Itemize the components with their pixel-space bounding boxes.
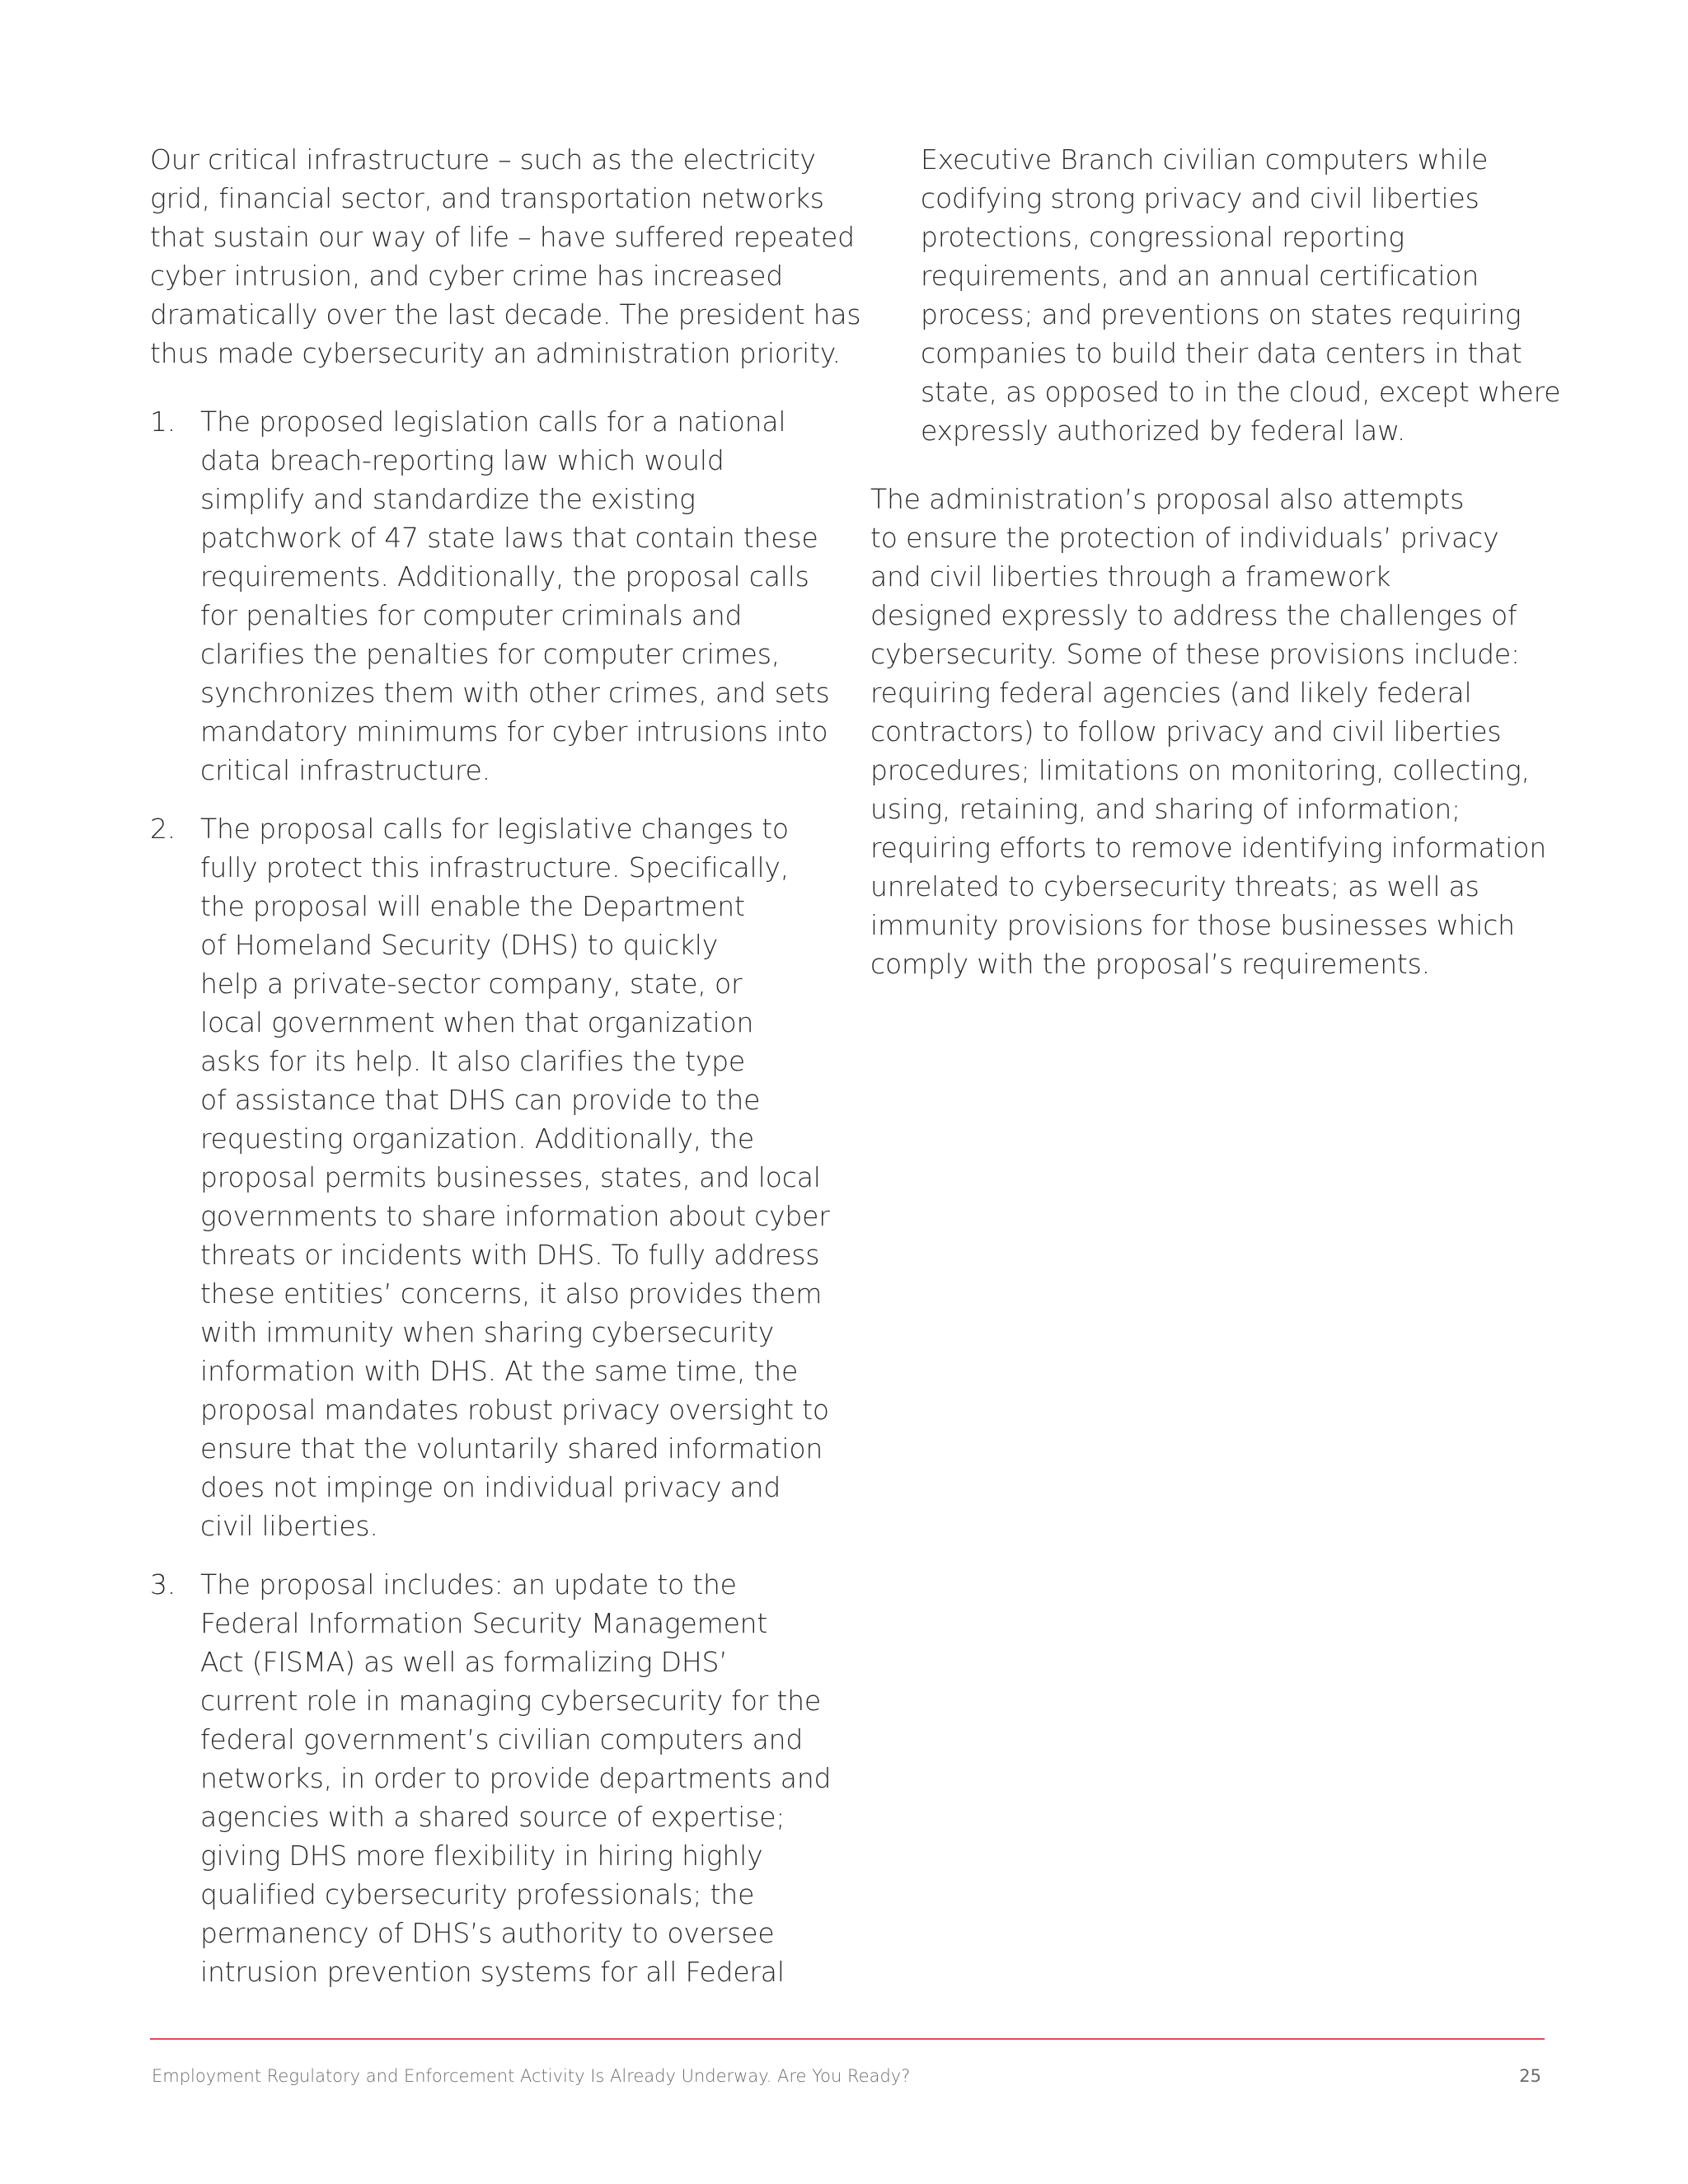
text-line: clarifies the penalties for computer crimes, <box>200 638 781 670</box>
text-line: current role in managing cybersecurity for the <box>200 1685 821 1717</box>
text-line: comply with the proposal’s requirements. <box>870 948 1430 980</box>
privacy-paragraph <box>870 480 1546 983</box>
text-line: The proposal calls for legislative changes to <box>200 813 789 845</box>
text-line: mandatory minimums for cyber intrusions into <box>200 715 828 748</box>
footer-title: Employment Regulatory and Enforcement Activity Is Already Underway. Are You Ready? <box>152 2066 911 2086</box>
list-number: 3. <box>150 1568 176 1601</box>
text-line: the proposal will enable the Department <box>200 890 745 922</box>
list-number: 1. <box>150 405 176 438</box>
text-line: thus made cybersecurity an administration priority. <box>150 337 841 369</box>
list-item-2 <box>150 809 834 1545</box>
text-line: The administration’s proposal also attempts <box>870 483 1465 515</box>
text-line: Our critical infrastructure – such as the electricity <box>150 143 816 176</box>
text-line: intrusion prevention systems for all Federal <box>200 1956 785 1988</box>
text-line: using, retaining, and sharing of information; <box>870 793 1461 825</box>
text-line: for penalties for computer criminals and <box>200 599 743 631</box>
text-line: The proposed legislation calls for a national <box>200 405 786 438</box>
list-item-1 <box>150 402 834 790</box>
text-line: process; and preventions on states requiring <box>921 298 1522 330</box>
text-line: ensure that the voluntarily shared information <box>200 1432 823 1465</box>
text-line: proposal mandates robust privacy oversight to <box>200 1394 829 1426</box>
footer-divider <box>150 2038 1545 2040</box>
text-line: synchronizes them with other crimes, and sets <box>200 677 830 709</box>
text-line: contractors) to follow privacy and civil liberties <box>870 715 1502 748</box>
text-line: civil liberties. <box>200 1510 378 1542</box>
page-number: 25 <box>1519 2066 1541 2086</box>
text-line: requiring efforts to remove identifying information <box>870 832 1547 864</box>
text-line: protections, congressional reporting <box>921 221 1404 253</box>
list-item-3 <box>150 1565 834 1991</box>
text-line: dramatically over the last decade. The president has <box>150 298 861 330</box>
list-number: 2. <box>150 813 176 845</box>
text-line: asks for its help. It also clarifies the type <box>200 1045 746 1077</box>
intro-paragraph <box>150 140 861 373</box>
text-line: permanency of DHS’s authority to oversee <box>200 1917 775 1949</box>
text-line: local government when that organization <box>200 1006 754 1038</box>
text-line: help a private-sector company, state, or <box>200 968 743 1000</box>
text-line: simplify and standardize the existing <box>200 483 696 515</box>
text-line: companies to build their data centers in that <box>921 337 1522 369</box>
text-line: of Homeland Security (DHS) to quickly <box>200 929 719 961</box>
text-line: proposal permits businesses, states, and local <box>200 1161 821 1193</box>
text-line: with immunity when sharing cybersecurity <box>200 1316 775 1348</box>
text-line: these entities’ concerns, it also provides them <box>200 1277 823 1310</box>
text-line: information with DHS. At the same time, the <box>200 1355 799 1387</box>
text-line: networks, in order to provide departments and <box>200 1762 832 1794</box>
text-line: fully protect this infrastructure. Specifically, <box>200 851 790 883</box>
text-line: giving DHS more flexibility in hiring highly <box>200 1840 763 1872</box>
text-line: state, as opposed to in the cloud, except where <box>921 376 1561 408</box>
text-line: to ensure the protection of individuals’ privacy <box>870 522 1499 554</box>
text-line: that sustain our way of life – have suffered repeated <box>150 221 855 253</box>
text-line: The proposal includes: an update to the <box>200 1568 737 1601</box>
text-line: immunity provisions for those businesses which <box>870 909 1515 941</box>
text-line: patchwork of 47 state laws that contain these <box>200 522 818 554</box>
text-line: Act (FISMA) as well as formalizing DHS’ <box>200 1646 728 1678</box>
text-line: cybersecurity. Some of these provisions include: <box>870 638 1520 670</box>
text-line: critical infrastructure. <box>200 754 490 786</box>
text-line: designed expressly to address the challenges of <box>870 599 1517 631</box>
list-item-3-continued <box>870 140 1561 450</box>
text-line: data breach-reporting law which would <box>200 444 724 476</box>
text-line: grid, financial sector, and transportation networks <box>150 182 824 214</box>
text-line: threats or incidents with DHS. To fully address <box>200 1239 820 1271</box>
text-line: requiring federal agencies (and likely federal <box>870 677 1472 709</box>
text-line: of assistance that DHS can provide to the <box>200 1084 761 1116</box>
right-column <box>870 140 1561 1013</box>
text-line: governments to share information about cyber <box>200 1200 830 1232</box>
left-column <box>150 140 861 2011</box>
text-line: expressly authorized by federal law. <box>921 415 1406 447</box>
text-line: requesting organization. Additionally, the <box>200 1122 754 1155</box>
text-line: federal government’s civilian computers and <box>200 1723 804 1755</box>
text-line: agencies with a shared source of expertise; <box>200 1801 785 1833</box>
text-line: does not impinge on individual privacy and <box>200 1471 781 1503</box>
text-line: qualified cybersecurity professionals; the <box>200 1878 755 1910</box>
text-line: and civil liberties through a framework <box>870 560 1391 593</box>
text-line: unrelated to cybersecurity threats; as well as <box>870 870 1479 902</box>
text-line: procedures; limitations on monitoring, collecting, <box>870 754 1530 786</box>
text-line: requirements. Additionally, the proposal calls <box>200 560 809 593</box>
text-line: requirements, and an annual certification <box>921 260 1479 292</box>
numbered-list <box>150 402 834 1991</box>
text-line: Federal Information Security Management <box>200 1607 768 1639</box>
text-line: cyber intrusion, and cyber crime has increased <box>150 260 783 292</box>
text-line: Executive Branch civilian computers while <box>921 143 1489 176</box>
text-line: codifying strong privacy and civil liberties <box>921 182 1479 214</box>
